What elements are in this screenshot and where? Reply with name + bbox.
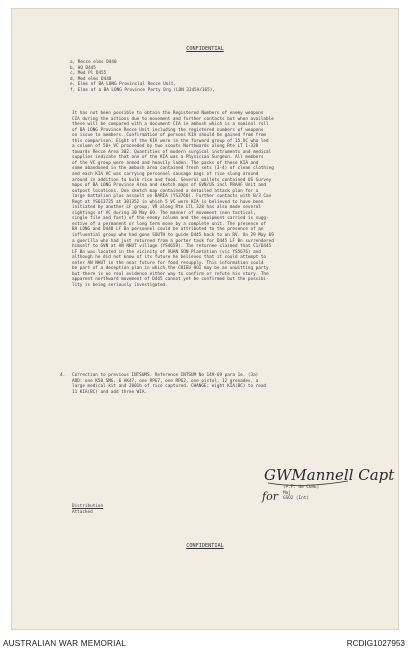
paragraph-line: a column of 50+ VC proceeded by two scouts Northwards along Rte LT 1-328 [72,144,259,150]
paragraph-line: maps of BA LONG Province Area and sketch maps of GVN/US incl PRAAF Unit and [72,183,267,189]
classification-bottom: CONFIDENTIAL [186,543,224,549]
distribution-note [72,504,103,515]
paragraph-line: this comparison. Eight of the KIA were in the forward group of 15 VC who led [72,138,269,144]
paragraph-line: of BA LONG Province Recce Unit including the registered numbers of weapons [72,127,264,133]
paragraph-line: ADD: one K50 SMG, 6 AK47, one RPG7, one RPG2, one pistol, 12 grenades, a [72,378,259,384]
paragraph-line: himself to GVN at AN NHUT village (YS4659). The returnee claimed that C1/D445 [72,244,272,250]
paragraph-line: on issue to members. Confirmation of persons KIA should be gained from from [72,133,267,139]
paragraph-line: large medical kit and 2001b of rice captured. CHANGE: eight KIA(BC) to read [72,384,267,390]
paragraph-line: CIA during the actions due to movement and further contacts but when available [72,116,274,122]
paragraph-line: a guerilla who had just returned from a porter task for D445 LF Bn surrendered [72,238,274,244]
distribution-list [70,60,215,93]
paragraph-line: 11 KIA(BC) and add three WIA. [72,389,148,395]
paragraph-line: It has not been possible to obtain the Registered Numbers of enemy weapons [72,111,264,116]
signature-block [283,485,319,502]
paragraph-line: enter AN NHUT in the near future for food resupply. This information could [72,260,264,266]
paragraph-line: and each KIA VC was carrying personnel sausage bags of rice slung around [72,172,259,178]
distribution-heading: Distribution [72,504,104,509]
paragraph-line: Correction to previous INTSUMS. Reference INTSUM No 149-69 para 1e. (3a) [72,373,259,378]
paragraph-line: sightings of VC during 30 May 69. The manner of movement (non tactical, [72,210,256,216]
paragraph-line: BA LONG and D440 LF Bn personnel could be attributed to the presence of an [72,227,264,233]
distribution-value: Attached [72,509,93,515]
signatory-name: (P.F. de CURE) [283,485,320,490]
paragraph-line: around in addition to bulk rice and food. Several wallets contained US Survey [72,177,272,183]
paragraph-line: estive of a permanent or long term move by a complete unit. The presence of [72,221,267,227]
paragraph-line: apparent northward movement of D445 cannot yet be confirmed but the possibi- [72,277,269,283]
paragraph-line: be part of a deception plan in which the CHIEU HOI may be an unwitting party [72,266,269,272]
paragraph-line: large battalion plus assault on BARIA (YS3760). Further contacts with B/3 Cav [72,194,272,200]
paragraph-line: some abandoned in the ambush area contained fresh sets (3-4) of clean clothing [72,166,274,172]
paragraph-line: influential group who had gone SOUTH to guide D445 back to an RV. On 29 May 69 [72,233,274,239]
paragraph-line: although he did not know of its future he believes that it could attempt to [72,255,267,261]
paragraph-line: of the VC group were armed and heavily laden. The packs of these KIA and [72,160,259,166]
signatory-position: GSO2 (Int) [283,496,309,502]
archive-reference: RCDIG1027953 [346,639,405,648]
paragraph-line: single file and fast) of the enemy column and the equipment carried is sugg- [72,216,269,222]
list-item: e, Elms of BA LONG Provincial Recce Unit, [70,82,177,88]
archive-footer [0,636,409,654]
list-item: c, Med Pl D455 [70,71,107,77]
paragraph-line: initiated by another LF group, VR along Rte LTL 328 has also made several [72,205,261,211]
document-page [11,8,399,630]
paragraph-line: lity is being seriously investigated. [72,282,168,288]
signature-for: for [262,490,278,503]
list-item: b, HQ D445 [70,65,96,71]
paragraph-line: these will be compared with a document CIA in ambush which is a nominal roll [72,122,269,128]
list-item: a, Recce elms D440 [70,60,117,65]
paragraph-line: towards Recce Area 302. Quantities of modern surgical instruments and medical [72,149,272,155]
correction-paragraph [60,373,372,395]
paragraph-line: outpost locations. One sketch map contained a detailed attack plan for a [72,188,259,194]
paragraph-line: LF Bn was located in the vicinity of XUAN SON Plantation (vic YS5676) and [72,249,261,255]
paragraph-line: supplies indicate that one of the KIA was a Physician Surgeon. All members [72,155,264,161]
paragraph-line: but there is no real evidence either way to confirm or refute his story. The [72,271,269,277]
signature-name: GWMannell Capt [264,466,395,484]
handwritten-signature [262,456,395,511]
classification-top: CONFIDENTIAL [186,46,224,52]
list-item: f, Elms of a BA LONG Province Party Org (LDN 3245A/165), [70,87,215,93]
signatory-rank: Maj [283,490,291,496]
main-paragraph [72,111,372,289]
paragraph-line: Regt at YS613725 at 301352 in which 5 VC were KIA is believed to have been [72,199,264,205]
paragraph-number: 4. [60,373,66,378]
archive-name: AUSTRALIAN WAR MEMORIAL [3,639,127,648]
list-item: d, Med elms D440 [70,76,112,82]
